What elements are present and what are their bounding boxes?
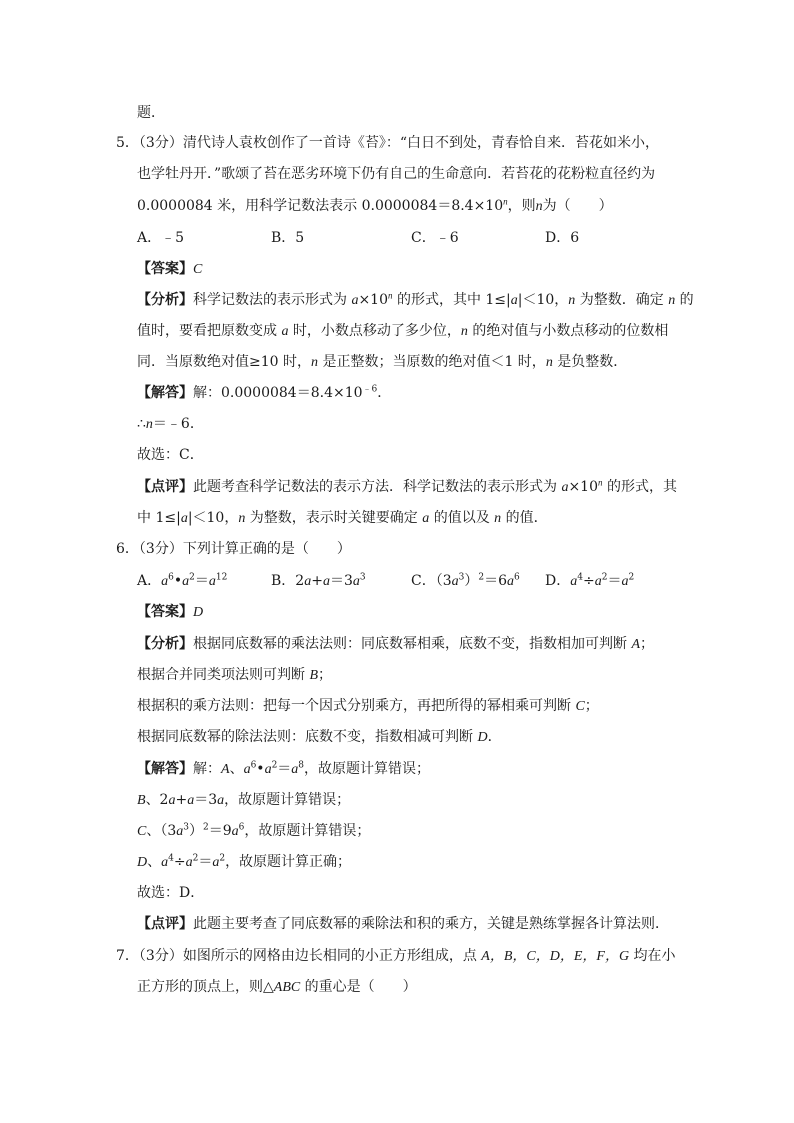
question-6-solution-line3: C、$(3a^3)^2=9a^6$，故原题计算错误； bbox=[137, 822, 371, 839]
option-b: B．5 bbox=[271, 230, 305, 246]
question-6-review: 【点评】此题主要考查了同底数幂的乘除法和积的乘方，关键是熟练掌握各计算法则． bbox=[137, 916, 669, 932]
option-c: C．$(3a^3)^2=6a^6$ bbox=[411, 572, 520, 589]
question-6-answer: 【答案】D bbox=[137, 604, 204, 620]
question-5-solution-line1: 【解答】解：$0.0000084=8.4\times 10^{﹣6}$． bbox=[137, 384, 392, 401]
question-6-solution-line5: 故选：D． bbox=[137, 885, 205, 901]
question-6-stem: 6．（3分）下列计算正确的是（ ） bbox=[116, 541, 351, 557]
question-5-review-line1: 【点评】此题考查科学记数法的表示方法．科学记数法的表示形式为 $a\times 10^n$ 的形式，其 bbox=[137, 477, 677, 495]
question-5-analysis-line1: 【分析】科学记数法的表示形式为 $a\times 10^n$ 的形式，其中 1≤|a|＜10，n 为整数．确定 n 的 bbox=[137, 290, 694, 308]
question-6-analysis-line2: 根据合并同类项法则可判断 B； bbox=[137, 667, 333, 683]
prev-question-tail: 题． bbox=[137, 105, 165, 121]
question-5-solution-line3: 故选：C． bbox=[137, 447, 204, 463]
question-6-analysis-line3: 根据积的乘方法则：把每一个因式分别乘方，再把所得的幂相乘可判断 C； bbox=[137, 698, 599, 714]
question-5-stem-line1: 5．（3分）清代诗人袁枚创作了一首诗《苔》：“白日不到处，青春恰自来．苔花如米小， bbox=[116, 135, 659, 151]
question-6-solution-line4: D、$a^4\div a^2=a^2$，故原题计算正确； bbox=[137, 853, 352, 870]
option-a: A．$a^6•a^2=a^{12}$ bbox=[137, 572, 228, 589]
option-d: D．$a^4\div a^2=a^2$ bbox=[545, 572, 635, 589]
option-b: B．$2a+a=3a^3$ bbox=[271, 572, 366, 589]
question-6-analysis-line1: 【分析】根据同底数幂的乘法法则：同底数幂相乘，底数不变，指数相加可判断 A； bbox=[137, 636, 655, 652]
question-5-review-line2: 中 1≤|a|＜10，n 为整数，表示时关键要确定 a 的值以及 n 的值． bbox=[137, 510, 548, 526]
question-5-analysis-line2: 值时，要看把原数变成 a 时，小数点移动了多少位，n 的绝对值与小数点移动的位数相 bbox=[137, 323, 669, 339]
question-6-solution-line2: B、2a+a＝3a，故原题计算错误； bbox=[137, 792, 351, 808]
question-7-stem-line1: 7．（3分）如图所示的网格由边长相同的小正方形组成，点 A，B，C，D，E，F，G 均在小 bbox=[116, 948, 676, 964]
question-6-solution-line1: 【解答】解：A、$a^6•a^2=a^8$，故原题计算错误； bbox=[137, 760, 431, 777]
option-d: D．6 bbox=[545, 230, 580, 246]
question-5-stem-line3: 0.0000084 米，用科学记数法表示 $0.0000084=8.4\times 10^n$，则n为（ ） bbox=[137, 196, 613, 214]
option-a: A．﹣5 bbox=[137, 230, 185, 246]
question-5-analysis-line3: 同．当原数绝对值≥10 时，n 是正整数；当原数的绝对值＜1 时，n 是负整数． bbox=[137, 354, 628, 370]
question-5-solution-line2: ∴n＝﹣6． bbox=[137, 416, 204, 432]
question-5-stem-line2: 也学牡丹开．”歌颂了苔在恶劣环境下仍有自己的生命意向．若苔花的花粉粒直径约为 bbox=[137, 166, 656, 182]
question-6-analysis-line4: 根据同底数幂的除法法则：底数不变，指数相减可判断 D． bbox=[137, 729, 502, 745]
option-c: C．﹣6 bbox=[411, 230, 459, 246]
question-5-answer: 【答案】C bbox=[137, 261, 203, 277]
question-7-stem-line2: 正方形的顶点上，则△ABC 的重心是（ ） bbox=[137, 979, 417, 995]
